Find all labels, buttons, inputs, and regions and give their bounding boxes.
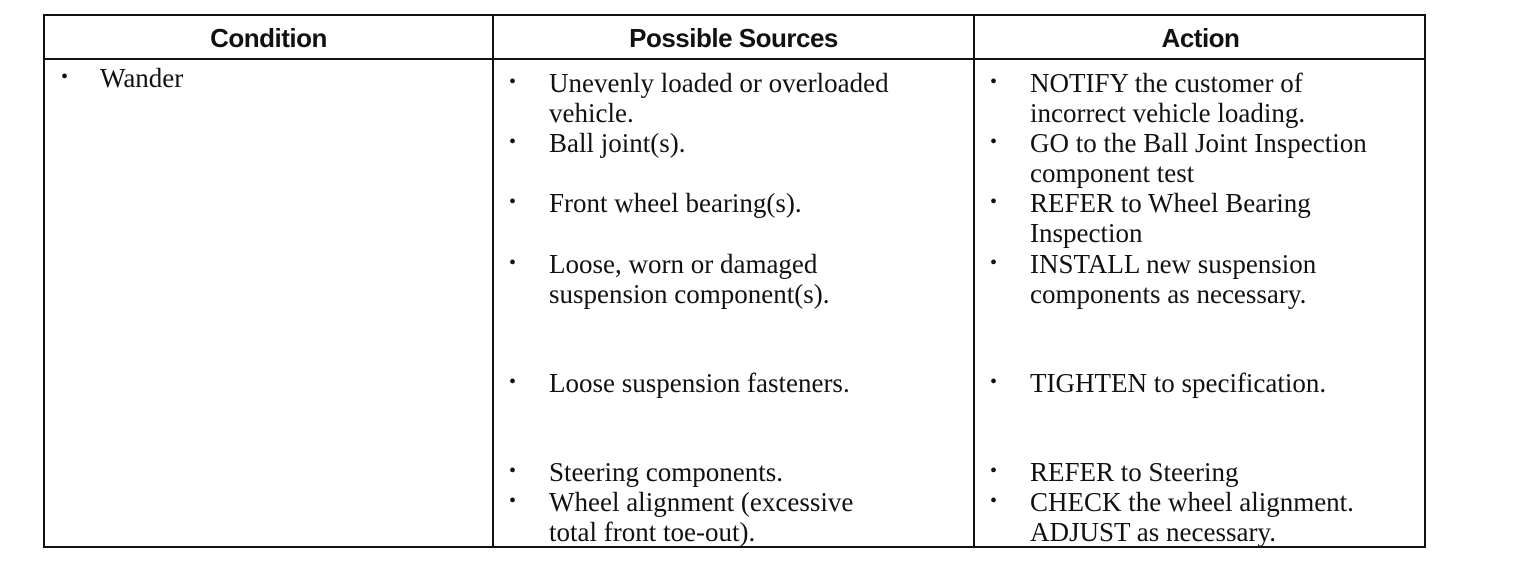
actions-line: incorrect vehicle loading.: [1030, 98, 1306, 128]
bullet: •: [509, 131, 517, 153]
sources-line: total front toe-out).: [549, 517, 756, 547]
header-condition: Condition: [210, 23, 327, 53]
column-divider: [492, 16, 494, 546]
actions-line: TIGHTEN to specification.: [1030, 368, 1327, 398]
diagnosis-table: [43, 14, 1426, 548]
bullet: •: [509, 371, 517, 393]
sources-line: suspension component(s).: [549, 279, 830, 309]
bullet: •: [61, 66, 69, 88]
actions-line: component test: [1030, 158, 1195, 188]
bullet: •: [990, 191, 998, 213]
actions-line: GO to the Ball Joint Inspection: [1030, 128, 1367, 158]
condition-text: Wander: [100, 63, 184, 93]
bullet: •: [509, 71, 517, 93]
bullet: •: [990, 371, 998, 393]
bullet: •: [990, 131, 998, 153]
sources-line: Front wheel bearing(s).: [549, 188, 802, 218]
actions-line: Inspection: [1030, 218, 1143, 248]
actions-line: ADJUST as necessary.: [1030, 517, 1276, 547]
column-divider: [973, 16, 975, 546]
bullet: •: [990, 252, 998, 274]
sources-line: vehicle.: [549, 98, 634, 128]
actions-line: INSTALL new suspension: [1030, 249, 1317, 279]
sources-line: Steering components.: [549, 457, 783, 487]
sources-line: Ball joint(s).: [549, 128, 686, 158]
sources-line: Wheel alignment (excessive: [549, 487, 854, 517]
bullet: •: [509, 191, 517, 213]
sources-line: Unevenly loaded or overloaded: [549, 68, 889, 98]
actions-line: CHECK the wheel alignment.: [1030, 487, 1354, 517]
bullet: •: [509, 490, 517, 512]
bullet: •: [509, 460, 517, 482]
actions-line: NOTIFY the customer of: [1030, 68, 1303, 98]
bullet: •: [509, 252, 517, 274]
actions-line: REFER to Wheel Bearing: [1030, 188, 1311, 218]
header-possible-sources: Possible Sources: [629, 23, 838, 53]
bullet: •: [990, 490, 998, 512]
actions-line: components as necessary.: [1030, 279, 1307, 309]
header-action: Action: [1161, 23, 1240, 53]
sources-line: Loose, worn or damaged: [549, 249, 818, 279]
bullet: •: [990, 71, 998, 93]
bullet: •: [990, 460, 998, 482]
sources-line: Loose suspension fasteners.: [549, 368, 850, 398]
actions-line: REFER to Steering: [1030, 457, 1239, 487]
